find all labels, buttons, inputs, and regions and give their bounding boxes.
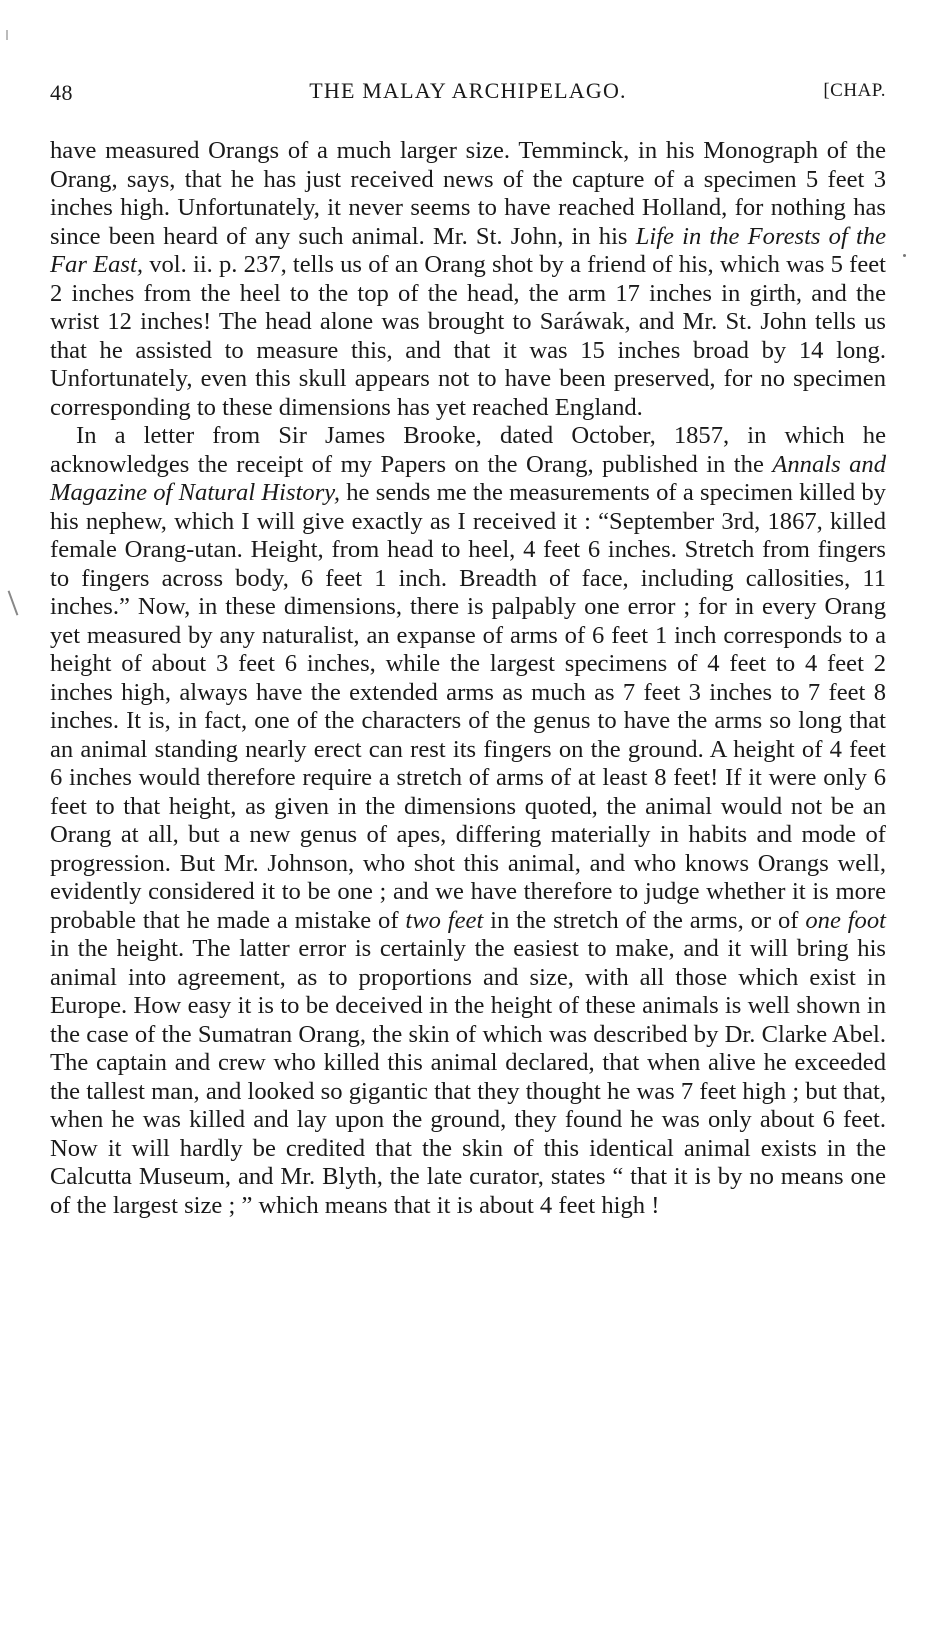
body-text: [50, 137, 886, 1220]
paragraph-1-text: have measured Orangs of a much larger size. Temminck, in his Monograph of the Orang, says, that he has just received news of the capture of a specimen 5 feet 3 inches high. Unfortunately, it never seems to have reached Holland, for nothing has since been heard of any such animal. Mr. St. John, in his: [50, 137, 886, 250]
scan-mark: [6, 30, 8, 40]
paragraph-2-text: in the stretch of the arms, or of: [483, 906, 806, 934]
chapter-mark: [CHAP.: [823, 80, 886, 101]
margin-tick: [8, 590, 19, 615]
page-number: 48: [50, 80, 73, 105]
paragraph-1-text: vol. ii. p. 237, tells us of an Orang shot by a friend of his, which was 5 feet 2 inches from the heel to the top of the head, the arm 17 inches in girth, and the wrist 12 inches! The head alone was brought to Saráwak, and Mr. St. John tells us that he assisted to measure this, and that it was 15 inches broad by 14 long. Unfortunately, even this skull appears not to have been preserved, for no specimen corresponding to these dimensions has yet reached England.: [50, 251, 886, 421]
paragraph-2: [50, 422, 886, 1220]
paragraph-2-text: he sends me the measurements of a specimen killed by his nephew, which I will give exactly as I received it : “September 3rd, 1867, killed female Orang-utan. Height, from head to heel, 4 feet 6 inches. Stretch from fingers to fingers across body, 6 feet 1 inch. Breadth of face, including callosities, 11 inches.” Now, in these dimensions, there is palpably one error ; for in every Orang yet measured by any naturalist, an expanse of arms of 6 feet 1 inch corresponds to a height of about 3 feet 6 inches, while the largest specimens of 4 feet to 4 feet 2 inches high, always have the extended arms as much as 7 feet 3 inches to 7 feet 8 inches. It is, in fact, one of the characters of the genus to have the arms so long that an animal standing nearly erect can rest its fingers on the ground. A height of 4 feet 6 inches would therefore require a stretch of arms of at least 8 feet! If it were only 6 feet to that height, as given in the dimensions quoted, the animal would not be an Orang at all, but a new genus of apes, differing materially in habits and mode of progression. But Mr. Johnson, who shot this animal, and who knows Orangs well, evidently considered it to be one ; and we have therefore to judge whether it is more probable that he made a mistake of: [50, 479, 886, 934]
emphasis-two-feet: two feet: [405, 906, 484, 934]
running-head: [50, 78, 886, 108]
book-title: THE MALAY ARCHIPELAGO.: [309, 78, 627, 103]
paragraph-2-text: in the height. The latter error is certainly the easiest to make, and it will bring his animal into agreement, as to proportions and size, with all those which exist in Europe. How easy it is to be deceived in the height of these animals is well shown in the case of the Sumatran Orang, the skin of which was described by Dr. Clarke Abel. The captain and crew who killed this animal declared, that when alive he exceeded the tallest man, and looked so gigantic that they thought he was 7 feet high ; but that, when he was killed and lay upon the ground, they found he was only about 6 feet. Now it will hardly be credited that the skin of this identical animal exists in the Calcutta Museum, and Mr. Blyth, the late curator, states “ that it is by no means one of the largest size ; ” which means that it is about 4 feet high !: [50, 935, 886, 1219]
margin-dot: [903, 254, 906, 257]
journal-title-reference: Annals and Magazine of Natural History,: [50, 450, 886, 506]
book-title-reference: Life in the Forests of the Far East,: [50, 222, 887, 278]
paragraph-1: [50, 137, 886, 422]
paragraph-2-text: In a letter from Sir James Brooke, dated October, 1857, in which he acknowledges the receipt of my Papers on the Orang, published in the: [50, 422, 886, 478]
emphasis-one-foot: one foot: [805, 906, 886, 934]
